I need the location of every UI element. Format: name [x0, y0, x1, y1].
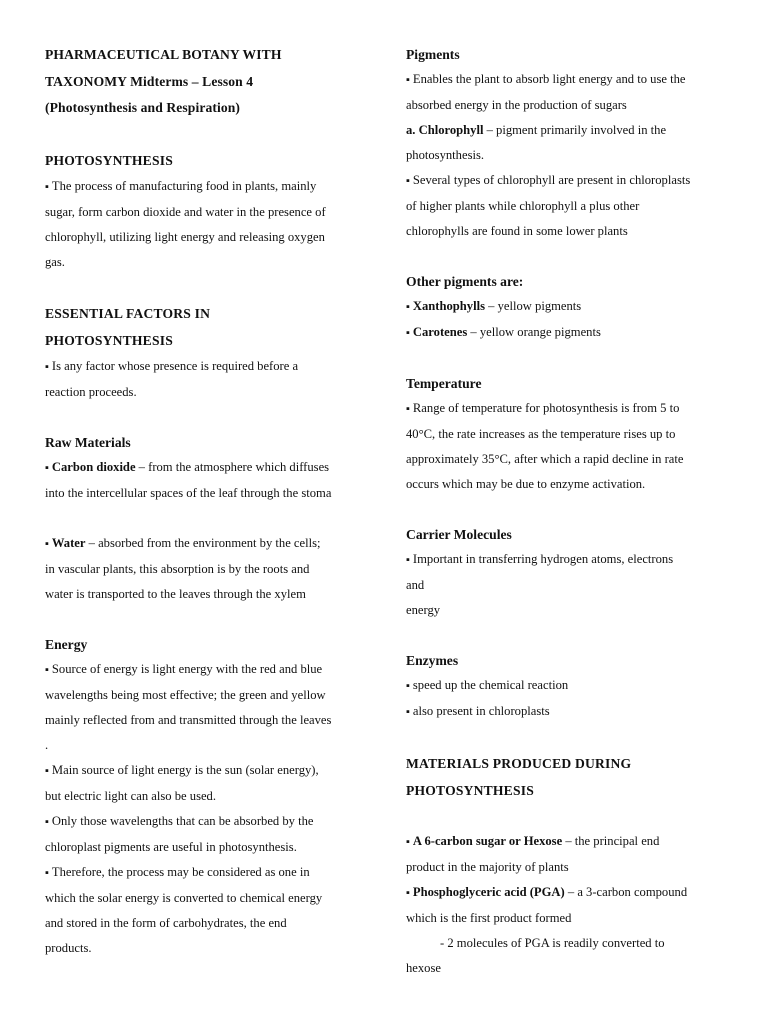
bullet-icon — [45, 814, 52, 828]
bullet-icon — [45, 865, 52, 879]
pga-subnote: - 2 molecules of PGA is readily converted to hexose — [406, 936, 665, 975]
essential-factors-text: ▪ Is any factor whose presence is required before a reaction proceeds. — [45, 354, 365, 405]
bullet-icon — [45, 359, 52, 373]
photosynthesis-text: ▪ The process of manufacturing food in plants, mainly sugar, form carbon dioxide and water in the presence of chlorophyll, utilizing light energy and releasing oxygen gas. — [45, 174, 365, 275]
enzymes-heading: Enzymes — [406, 653, 459, 668]
bullet-icon — [406, 704, 413, 718]
left-column — [45, 42, 365, 961]
bullet-icon — [45, 662, 52, 676]
enzymes-bullet-2: ▪ also present in chloroplasts — [406, 699, 736, 725]
bullet-icon — [406, 834, 413, 848]
pigments-heading: Pigments — [406, 47, 460, 62]
chlorophyll-text: a. Chlorophyll – pigment primarily involved in the photosynthesis. — [406, 123, 667, 162]
bullet-icon — [406, 72, 413, 86]
carrier-molecules-text: ▪ Important in transferring hydrogen atoms, electrons and energy — [406, 547, 736, 623]
materials-produced-heading: MATERIALS PRODUCED DURING PHOTOSYNTHESIS — [406, 756, 632, 798]
bullet-icon — [45, 460, 52, 474]
bullet-icon — [406, 299, 413, 313]
temperature-text: ▪ Range of temperature for photosynthesis is from 5 to 40°C, the rate increases as the temperature rises up to approximately 35°C, after which a rapid decline in rate occurs which may be due to enzyme activation. — [406, 396, 736, 497]
raw-materials-heading: Raw Materials — [45, 434, 131, 450]
bullet-icon — [406, 325, 413, 339]
bullet-icon — [406, 885, 413, 899]
hexose-text: ▪ A 6-carbon sugar or Hexose – the principal end product in the majority of plants — [406, 829, 736, 880]
energy-heading: Energy — [45, 636, 88, 652]
water-text: ▪ Water – absorbed from the environment by the cells; in vascular plants, this absorption is by the roots and water is transported to the leaves through the xylem — [45, 531, 365, 607]
energy-bullet-3: ▪ Only those wavelengths that can be absorbed by the chloroplast pigments are useful in photosynthesis. — [45, 809, 365, 860]
pga-text: ▪ Phosphoglyceric acid (PGA) – a 3-carbon compound which is the first product formed — [406, 880, 736, 931]
document-title-line-1: PHARMACEUTICAL BOTANY WITH — [45, 47, 282, 62]
energy-bullet-1: ▪ Source of energy is light energy with the red and blue wavelengths being most effective; the green and yellow mainly reflected from and transmitted through the leaves . — [45, 657, 365, 758]
carotenes-text: ▪ Carotenes – yellow orange pigments — [406, 320, 736, 346]
temperature-heading: Temperature — [406, 376, 482, 391]
bullet-icon — [406, 173, 413, 187]
energy-bullet-2: ▪ Main source of light energy is the sun (solar energy), but electric light can also be used. — [45, 758, 365, 809]
pigments-bullet-1: ▪ Enables the plant to absorb light energy and to use the absorbed energy in the production of sugars — [406, 67, 736, 118]
bullet-icon — [45, 179, 52, 193]
document-title-line-3: (Photosynthesis and Respiration) — [45, 100, 241, 115]
other-pigments-heading: Other pigments are: — [406, 274, 524, 289]
bullet-icon — [45, 536, 52, 550]
energy-bullet-4: ▪ Therefore, the process may be considered as one in which the solar energy is converted to chemical energy and stored in the form of carbohydrates, the end products. — [45, 860, 365, 961]
xanthophylls-text: ▪ Xanthophylls – yellow pigments — [406, 294, 736, 320]
bullet-icon — [45, 763, 52, 777]
right-column — [406, 42, 736, 981]
bullet-icon — [406, 678, 413, 692]
carrier-molecules-heading: Carrier Molecules — [406, 527, 512, 542]
bullet-icon — [406, 401, 413, 415]
photosynthesis-heading: PHOTOSYNTHESIS — [45, 152, 173, 168]
pigments-bullet-2: ▪ Several types of chlorophyll are present in chloroplasts of higher plants while chlorophyll a plus other chlorophylls are found in some lower plants — [406, 168, 736, 244]
carbon-dioxide-text: ▪ Carbon dioxide – from the atmosphere which diffuses into the intercellular spaces of the leaf through the stoma — [45, 455, 365, 506]
document-title-line-2: TAXONOMY Midterms – Lesson 4 — [45, 73, 254, 89]
essential-factors-heading: ESSENTIAL FACTORS IN PHOTOSYNTHESIS — [45, 305, 211, 348]
enzymes-bullet-1: ▪ speed up the chemical reaction — [406, 673, 736, 699]
bullet-icon — [406, 552, 413, 566]
